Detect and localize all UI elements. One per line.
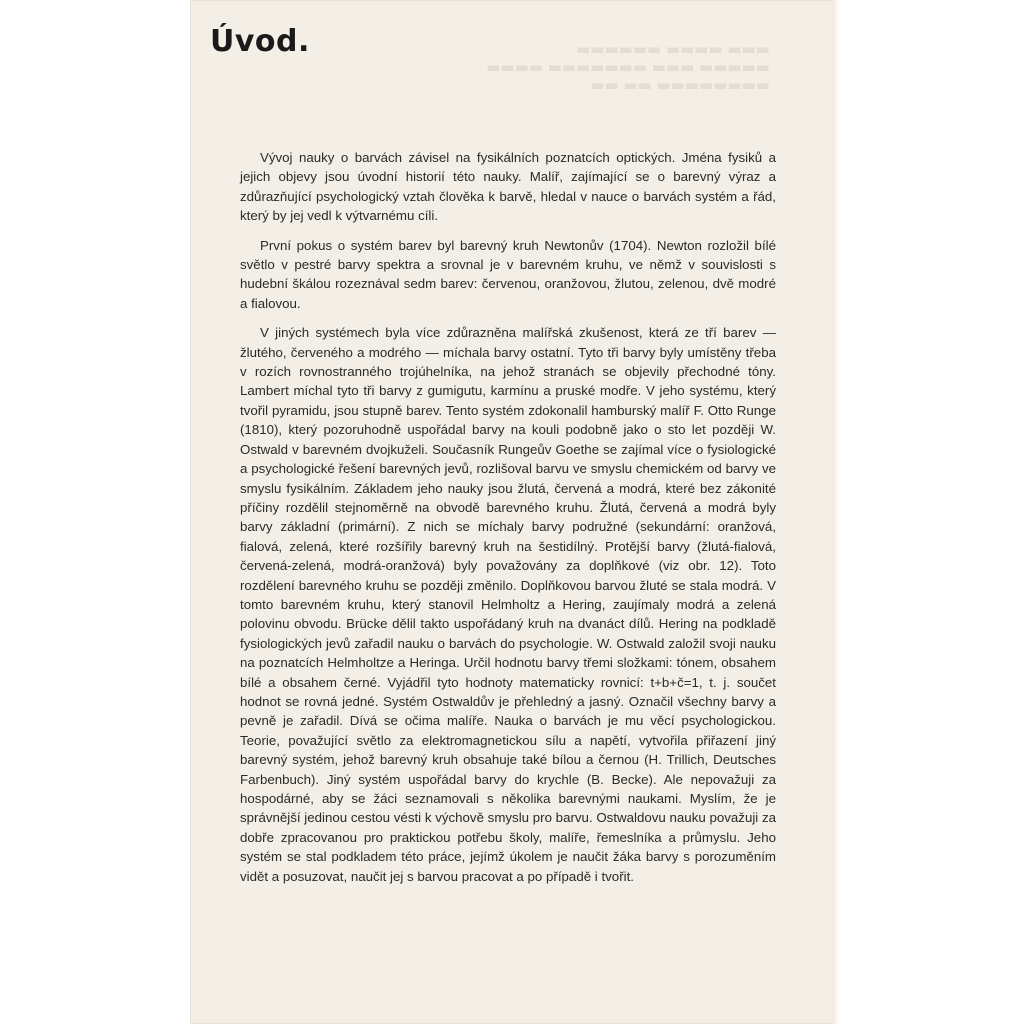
paragraph: Vývoj nauky o barvách závisel na fysikálních poznatcích optických. Jména fysiků a jejich objevy jsou úvodní historií této nauky. Malíř, zajímající se o barevný výraz a zdůrazňující psychologický vztah člověka k barvě, hledal v nauce o barvách systém a řád, který by jej vedl k výtvarnému cíli. [240, 150, 776, 224]
paragraph: V jiných systémech byla více zdůrazněna malířská zkušenost, která ze tří barev — žlutého, červeného a modrého — míchala barvy ostatní. Tyto tři barvy byly umístěny třeba v rozích rovnostranného trojúhelníka, na jehož stranách se objevily přechodné tóny. Lambert míchal tyto tři barvy z gumigutu, karmínu a pruské modře. V jeho systému, který tvořil pyramidu, jsou stupně barev. Tento systém zdokonalil hamburský malíř F. Otto Runge (1810), který pozoruhodně uspořádal barvy na kouli podobně jako o sto let později W. Ostwald v barevném dvojkuželi. Současník Rungeův Goethe se zajímal více o fysiologické a psychologické řešení barevných jevů, rozlišoval barvu ve smyslu chemickém od barvy ve smyslu fysikálním. Základem jeho nauky jsou žlutá, červená a modrá, které bez zákonité příčiny rozdělil stejnoměrně na obvodě barevného kruhu. Žlutá, červená a modrá byly barvy základní (primární). Z nich se míchaly barvy podružné (sekundární: oranžová, fialová, zelená, které rozšířily barevný kruh na šestidílný. Protější barvy (žlutá-fialová, červená-zelená, modrá-oranžová) byly považovány za doplňkové (viz obr. 12). Toto rozdělení barevného kruhu se později změnilo. Doplňkovou barvou žluté se stala modrá. V tomto barevném kruhu, který stanovil Helmholtz a Hering, zaujímaly modrá a zelená polovinu obvodu. Brücke dělil takto uspořádaný kruh na dvanáct dílů. Hering na podkladě fysiologických jevů zařadil nauku o barvách do psychologie. W. Ostwald založil svoji nauku na poznatcích Helmholtze a Heringa. Určil hodnotu barvy třemi složkami: tónem, obsahem bílé a obsahem černé. Vyjádřil tyto hodnoty matematicky rovnicí: t+b+č=1, t. j. součet hodnot se rovná jedné. Systém Ostwaldův je přehledný a jasný. Označil všechny barvy a pevně je zařadil. Dívá se očima malíře. Nauka o barvách je mu věcí psychologickou. Teorie, považující světlo za elektromagnetickou sílu a napětí, vytvořila přiřazení jiný barevný systém, jehož barevný kruh obsahuje také bílou a černou (H. Trillich, Deutsches Farbenbuch). Jiný systém uspořádal barvy do krychle (B. Becke). Ale nepovažuji za hospodárné, aby se žáci seznamovali s několika barevnými naukami. Myslím, že je správnější jedinou cestou vésti k výchově smyslu pro barvu. Ostwaldovu nauku považuji za dobře zpracovanou pro praktickou potřebu školy, malíře, řemeslníka a průmyslu. Jeho systém se stal podkladem této práce, jejímž úkolem je naučit žáka barvy s porozuměním vidět a posuzovat, naučit jej s barvou pracovat a po případě i tvořit. [240, 325, 776, 884]
body-text [240, 148, 776, 896]
page-edge [832, 0, 840, 1024]
bleed-through-text: ▬▬▬ ▬▬▬▬ ▬▬▬▬▬▬ ▬▬▬▬▬ ▬▬▬ ▬▬▬▬▬▬▬ ▬▬▬▬ ▬▬▬▬▬▬▬▬ ▬▬ ▬▬ [486, 40, 770, 94]
page-title: Úvod. [210, 24, 310, 59]
paragraph: První pokus o systém barev byl barevný kruh Newtonův (1704). Newton rozložil bílé světlo v pestré barvy spektra a srovnal je v barevném kruhu, ve němž v souvislosti s hudební škálou rozeznával sedm barev: červenou, oranžovou, žlutou, zelenou, dvě modré a fialovou. [240, 237, 776, 311]
